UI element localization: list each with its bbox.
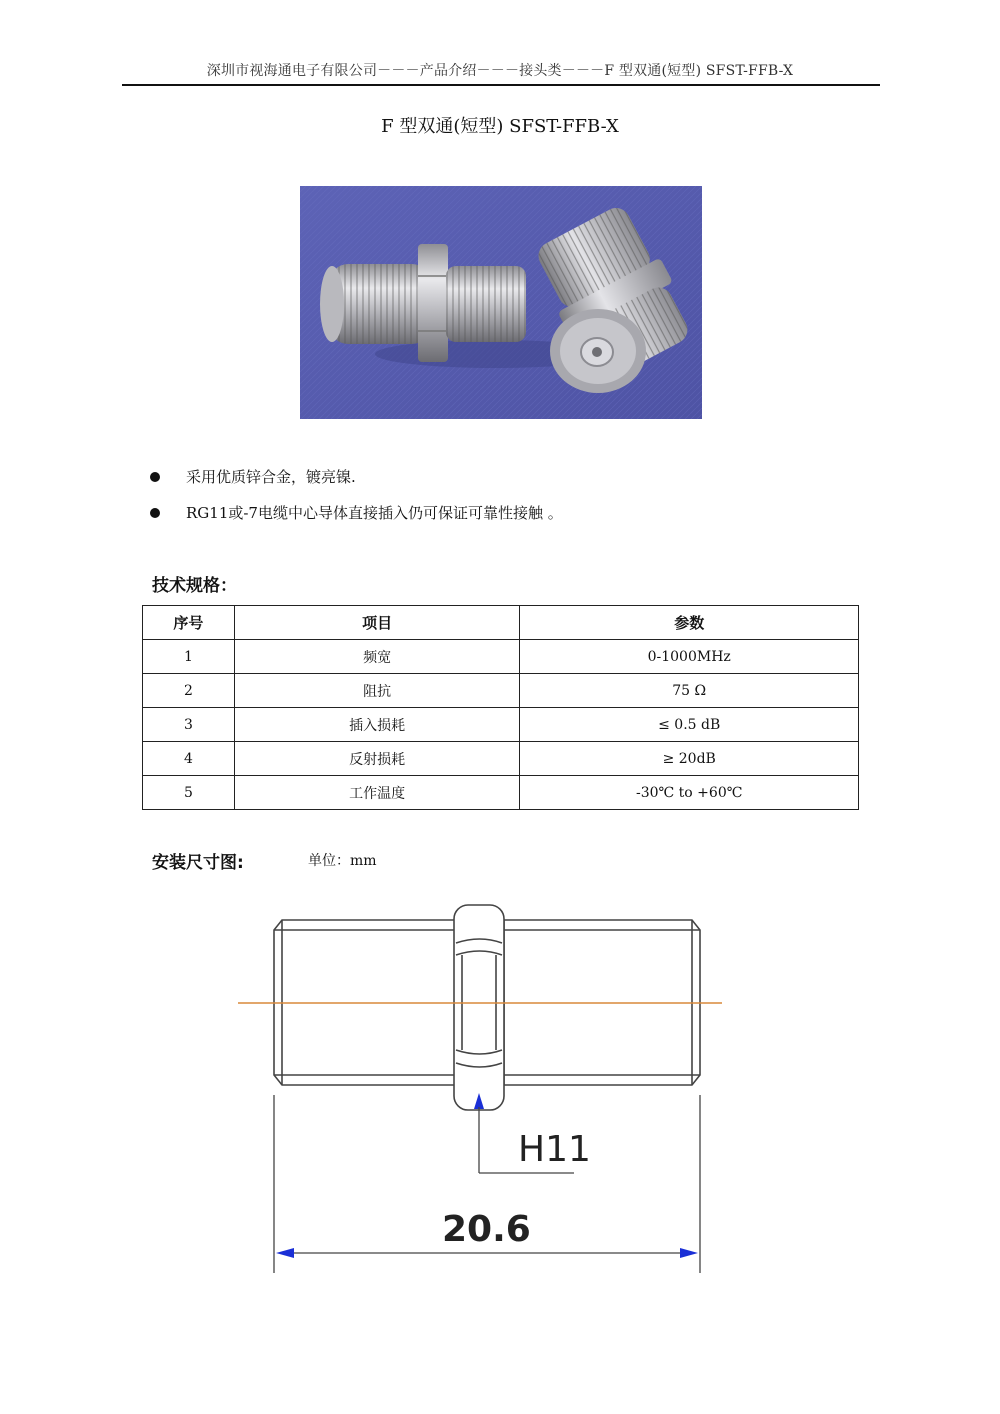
column-header-value: 参数 — [520, 606, 859, 640]
connector-outline — [274, 905, 700, 1110]
cell-value: 75 Ω — [520, 674, 859, 708]
table-row — [143, 776, 859, 810]
table-row — [143, 742, 859, 776]
cell-item: 阻抗 — [234, 674, 520, 708]
cell-item: 反射损耗 — [234, 742, 520, 776]
column-header-item: 项目 — [234, 606, 520, 640]
table-row — [143, 640, 859, 674]
cell-no: 3 — [143, 708, 235, 742]
cell-item: 频宽 — [234, 640, 520, 674]
cell-no: 5 — [143, 776, 235, 810]
unit-label: 单位：mm — [308, 853, 377, 869]
column-header-no: 序号 — [143, 606, 235, 640]
cell-item: 工作温度 — [234, 776, 520, 810]
spec-table — [142, 605, 859, 810]
table-row — [143, 708, 859, 742]
bullet-icon — [150, 472, 160, 482]
product-photo — [300, 186, 702, 419]
cell-no: 2 — [143, 674, 235, 708]
table-header-row — [143, 606, 859, 640]
cell-value: ≤ 0.5 dB — [520, 708, 859, 742]
feature-item — [150, 502, 563, 523]
cell-value: 0-1000MHz — [520, 640, 859, 674]
feature-text: 采用优质锌合金，镀亮镍. — [186, 468, 356, 486]
cell-no: 1 — [143, 640, 235, 674]
cell-value: -30℃ to +60℃ — [520, 776, 859, 810]
hex-size-label: H11 — [518, 1129, 591, 1170]
length-label: 20.6 — [442, 1209, 531, 1250]
document-title: F 型双通(短型) SFST-FFB-X — [381, 116, 619, 137]
cell-value: ≥ 20dB — [520, 742, 859, 776]
feature-text: RG11或-7电缆中心导体直接插入仍可保证可靠性接触 。 — [186, 504, 563, 522]
install-heading: 安装尺寸图: — [152, 853, 244, 873]
spec-heading: 技术规格： — [152, 576, 237, 596]
feature-item — [150, 466, 356, 487]
page-header: 深圳市视海通电子有限公司－－－产品介绍－－－接头类－－－F 型双通(短型) SFST-FFB-X — [206, 63, 794, 79]
cell-no: 4 — [143, 742, 235, 776]
header-divider — [122, 84, 880, 86]
table-row — [143, 674, 859, 708]
dimension-drawing — [230, 895, 730, 1280]
cell-item: 插入损耗 — [234, 708, 520, 742]
bullet-icon — [150, 508, 160, 518]
